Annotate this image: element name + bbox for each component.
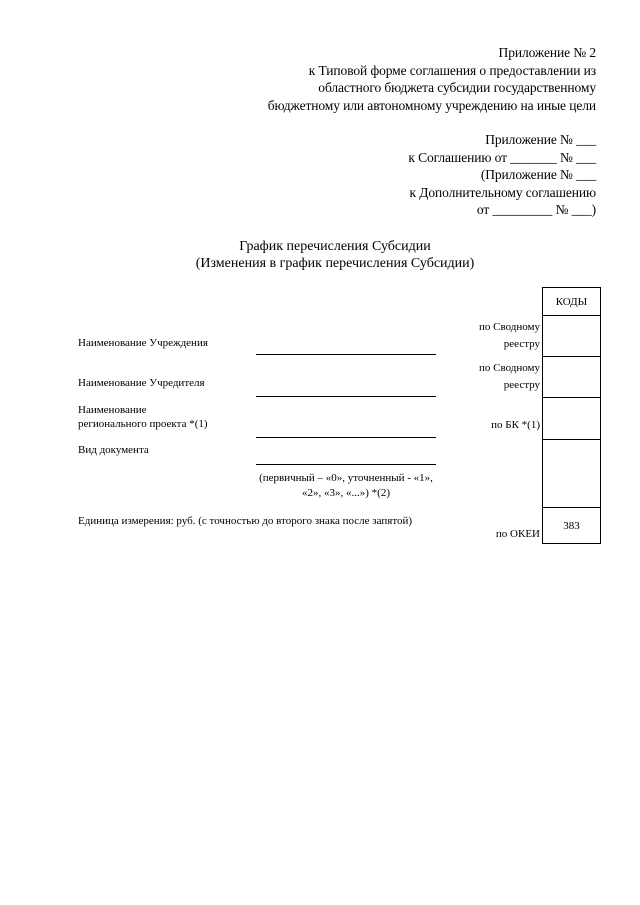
code-label-line: по Сводному bbox=[478, 321, 540, 333]
codes-header: КОДЫ bbox=[543, 288, 600, 316]
doc-type-hint: (первичный – «0», уточненный - «1», «2», «3», «...») *(2) bbox=[259, 472, 433, 499]
code-cell-bk[interactable] bbox=[543, 398, 600, 440]
code-label-line: реестру bbox=[503, 379, 540, 391]
appendix-header bbox=[268, 44, 596, 114]
project-label: Наименование bbox=[78, 404, 147, 416]
code-cell-okei: 383 bbox=[543, 508, 600, 544]
code-cell-doc-type[interactable] bbox=[543, 440, 600, 508]
page-subtitle: (Изменения в график перечисления Субсидии) bbox=[195, 256, 475, 271]
founder-field[interactable] bbox=[256, 396, 436, 397]
agreement-reference bbox=[408, 131, 596, 219]
code-label-bk: по БК *(1) bbox=[491, 419, 540, 431]
code-label-registry bbox=[479, 319, 540, 353]
code-cell-registry-2[interactable] bbox=[543, 357, 600, 398]
appendix-line: к Типовой форме соглашения о предоставлении из bbox=[308, 62, 596, 78]
code-label-line: реестру bbox=[503, 338, 540, 350]
doc-type-label: Вид документа bbox=[78, 444, 149, 456]
appendix-line: областного бюджета субсидии государственному bbox=[318, 80, 596, 95]
agreement-line: к Соглашению от _______ № ___ bbox=[408, 149, 596, 165]
agreement-line: к Дополнительному соглашению bbox=[409, 184, 596, 200]
agreement-line: Приложение № ___ bbox=[485, 132, 596, 147]
institution-field[interactable] bbox=[256, 354, 436, 355]
unit-label: Единица измерения: руб. (с точностью до второго знака после запятой) bbox=[78, 515, 413, 527]
project-field[interactable] bbox=[256, 437, 436, 438]
code-cell-registry-1[interactable] bbox=[543, 316, 600, 357]
agreement-line: (Приложение № ___ bbox=[480, 167, 596, 182]
appendix-line: Приложение № 2 bbox=[498, 45, 596, 60]
founder-label: Наименование Учредителя bbox=[78, 377, 205, 389]
doc-type-field[interactable] bbox=[256, 464, 436, 465]
appendix-line: бюджетному или автономному учреждению на иные цели bbox=[267, 97, 596, 113]
codes-table bbox=[542, 287, 601, 544]
code-label-okei: по ОКЕИ bbox=[495, 528, 540, 540]
agreement-line: от _________ № ___) bbox=[476, 202, 596, 217]
project-label: регионального проекта *(1) bbox=[78, 418, 208, 430]
code-label-registry bbox=[479, 360, 540, 394]
institution-label: Наименование Учреждения bbox=[78, 337, 208, 349]
code-label-line: по Сводному bbox=[478, 362, 540, 374]
page-title: График перечисления Субсидии bbox=[239, 239, 431, 254]
